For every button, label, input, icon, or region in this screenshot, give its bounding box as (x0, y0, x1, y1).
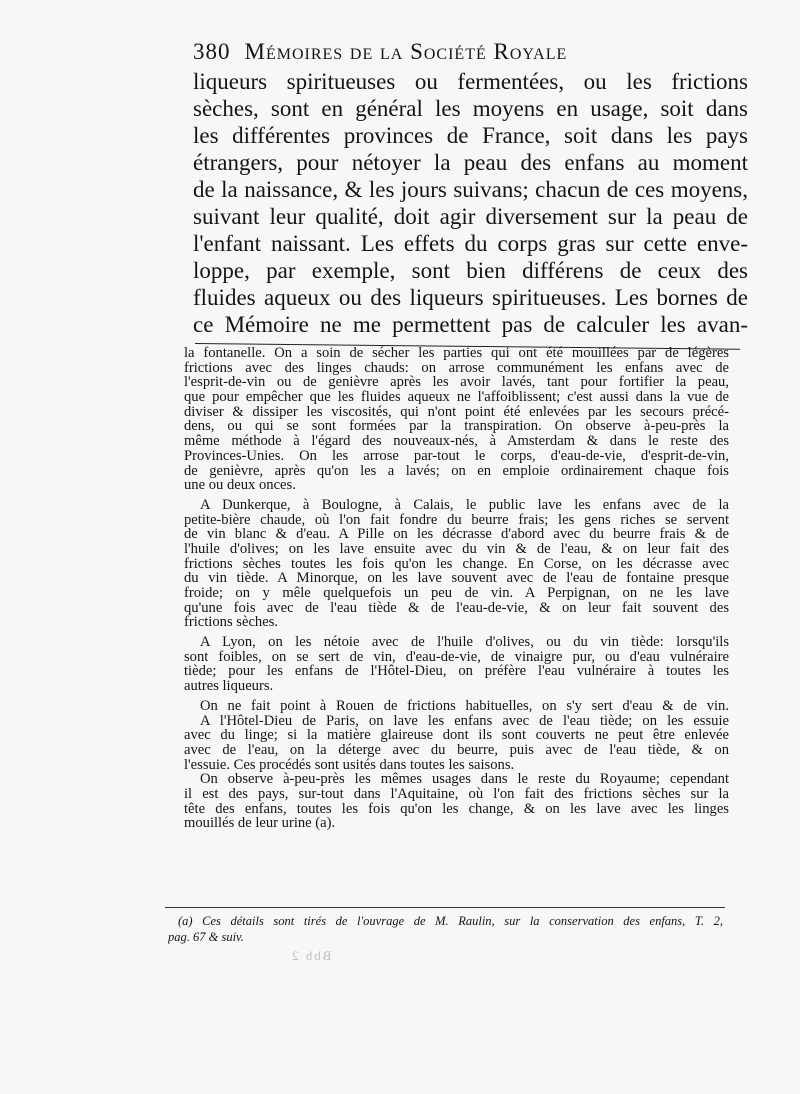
footnote-line: (a) Ces détails sont tirés de l'ouvrage de M. Raulin, sur la conservation des enfans, T. 2, (178, 914, 723, 928)
text-line: tiède; pour les enfans de l'Hôtel-Dieu, on préfère l'eau vulnéraire à toutes les (184, 664, 729, 680)
text-line: une ou deux onces. (184, 478, 296, 493)
text-line: On ne fait point à Rouen de frictions habituelles, on s'y sert d'eau & de vin. (200, 698, 729, 714)
text-line: sèches, sont en général les moyens en usage, soit dans (193, 96, 748, 121)
text-line: avec de l'eau, on la déterge avec du beurre, puis avec de l'eau tiède, & on (184, 742, 729, 758)
text-line: tête des enfans, toutes les fois qu'on les change, & on les lave avec les linges (184, 801, 729, 817)
text-line: du vin tiède. A Minorque, on les lave souvent avec de l'eau de fontaine presque (184, 571, 729, 586)
text-line: ce Mémoire ne me permettent pas de calculer les avan- (193, 312, 748, 337)
text-line: l'esprit-de-vin ou de genièvre après les avoir lavés, tant pour fortifier la peau, (184, 375, 729, 391)
text-line: sont foibles, on se sert de vin, d'eau-de-vie, de vinaigre pur, ou d'eau vulnéraire (184, 649, 729, 665)
text-line: l'essuie. Ces procédés sont usités dans toutes les saisons. (184, 757, 515, 773)
text-line: de genièvre, après qu'on les a lavés; on en emploie ordinairement chaque fois (184, 463, 729, 479)
text-line: Provinces-Unies. On les arrose par-tout le corps, d'eau-de-vie, d'esprit-de-vin, (184, 448, 729, 464)
running-title: Mémoires de la Société Royale (244, 39, 568, 64)
text-line: les différentes provinces de France, soit dans les pays (193, 123, 748, 148)
footnote (168, 913, 723, 945)
text-line: A l'Hôtel-Dieu de Paris, on lave les enfans avec de l'eau tiède; on les essuie (200, 713, 729, 729)
text-line: l'huile d'olives; on les lave ensuite avec du vin & de l'eau, & on leur fait des (184, 541, 729, 557)
bleed-through-text: Bbb 2 (290, 948, 332, 963)
text-line: avec du linge; si la matière glaireuse dont ils sont couverts ne peut être enlevée (184, 728, 729, 743)
text-line: A Dunkerque, à Boulogne, à Calais, le public lave les enfans avec de la (200, 497, 729, 513)
footnote-line: pag. 67 & suiv. (168, 930, 244, 944)
text-line: mouillés de leur urine (a). (184, 816, 336, 831)
text-line: fluides aqueux ou des liqueurs spiritueuses. Les bornes de (193, 285, 748, 310)
text-line: froide; on y mêle quelquefois un peu de vin. A Perpignan, on ne les lave (184, 586, 729, 601)
small-text-block (184, 346, 739, 831)
text-line: A Lyon, on les nétoie avec de l'huile d'olives, ou du vin tiède: lorsqu'ils (200, 635, 729, 650)
text-line: il est des pays, sur-tout dans l'Aquitaine, où l'on fait des frictions sèches sur la (184, 786, 729, 802)
text-line: de vin blanc & d'eau. A Pille on les décrasse d'abord avec du beurre frais & de (184, 527, 729, 542)
text-line: diviser & dissiper les viscosités, qui n'ont point été enlevées par les secours précé- (184, 404, 729, 420)
text-line: l'enfant naissant. Les effets du corps gras sur cette enve- (193, 231, 748, 256)
page-number: 380 (193, 39, 231, 64)
text-line: étrangers, pour nétoyer la peau des enfans au moment (193, 150, 748, 175)
text-line: autres liqueurs. (184, 679, 274, 694)
page-header (193, 36, 713, 68)
text-line: de la naissance, & les jours suivans; chacun de ces moyens, (193, 177, 748, 202)
text-line: petite-bière chaude, où l'on fait fondre du beurre frais; les gens riches se servent (184, 512, 729, 528)
text-line: dens, ou qui se sont formées par la transpiration. On observe à-peu-près la (184, 419, 729, 435)
text-line: loppe, par exemple, sont bien différens de ceux des (193, 258, 748, 283)
text-line: liqueurs spiritueuses ou fermentées, ou les frictions (193, 69, 748, 94)
footnote-divider (165, 907, 725, 908)
text-line: frictions avec des linges chauds: on arrose communément les enfans avec de (184, 360, 729, 376)
text-line: frictions sèches toutes les fois qu'on les change. En Corse, on les décrasse avec (184, 556, 729, 572)
text-line: la fontanelle. On a soin de sécher les parties qui ont été mouillées par de légères (184, 346, 729, 361)
text-line: On observe à-peu-près les mêmes usages dans le reste du Royaume; cependant (200, 772, 729, 787)
text-line: même méthode à l'égard des nouveaux-nés, à Amsterdam & dans le reste des (184, 434, 729, 449)
text-line: suivant leur qualité, doit agir diversement sur la peau de (193, 204, 748, 229)
main-text-block (193, 68, 748, 338)
text-line: que pour empêcher que les fluides aqueux ne l'affoiblissent; c'est aussi dans la vue de (184, 390, 729, 405)
text-line: qu'une fois avec de l'eau tiède & de l'eau-de-vie, & on leur fait souvent des (184, 600, 729, 616)
text-line: frictions sèches. (184, 615, 279, 631)
